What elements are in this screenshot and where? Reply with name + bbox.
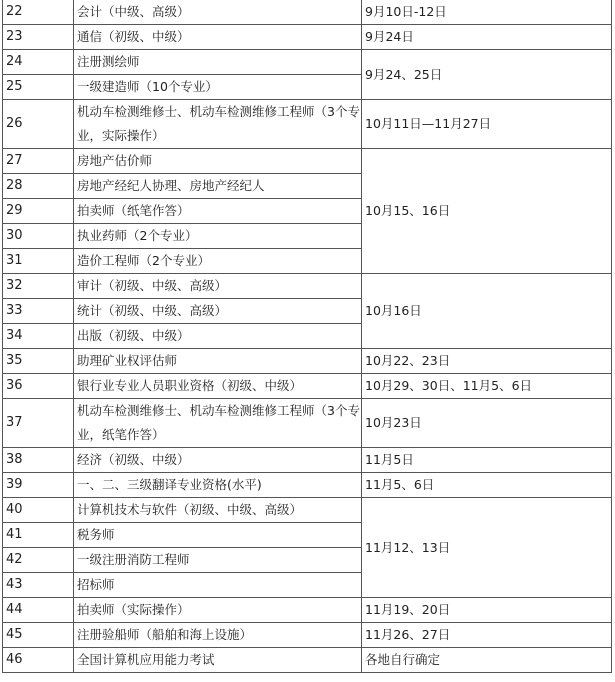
table-row [3, 448, 612, 473]
exam-date: 11月5、6日 [362, 473, 612, 498]
row-number: 29 [3, 199, 74, 224]
exam-date: 10月22、23日 [362, 349, 612, 374]
row-number: 22 [3, 0, 74, 25]
exam-date: 10月15、16日 [362, 149, 612, 274]
exam-subject: 拍卖师（实际操作） [74, 598, 362, 623]
exam-date: 10月29、30日、11月5、6日 [362, 374, 612, 399]
exam-subject: 房地产经纪人协理、房地产经纪人 [74, 174, 362, 199]
exam-date: 10月23日 [362, 399, 612, 448]
table-row [3, 274, 612, 299]
exam-subject: 一级注册消防工程师 [74, 548, 362, 573]
row-number: 41 [3, 523, 74, 548]
row-number: 24 [3, 50, 74, 75]
row-number: 31 [3, 249, 74, 274]
table-row [3, 50, 612, 75]
row-number: 39 [3, 473, 74, 498]
row-number: 46 [3, 648, 74, 673]
table-row [3, 598, 612, 623]
table-row [3, 623, 612, 648]
row-number: 34 [3, 324, 74, 349]
exam-date: 11月12、13日 [362, 498, 612, 598]
row-number: 42 [3, 548, 74, 573]
row-number: 40 [3, 498, 74, 523]
row-number: 44 [3, 598, 74, 623]
row-number: 33 [3, 299, 74, 324]
exam-subject: 房地产估价师 [74, 149, 362, 174]
exam-date: 10月11日—11月27日 [362, 100, 612, 149]
exam-date: 11月19、20日 [362, 598, 612, 623]
exam-subject: 招标师 [74, 573, 362, 598]
exam-subject: 税务师 [74, 523, 362, 548]
row-number: 30 [3, 224, 74, 249]
exam-subject: 审计（初级、中级、高级） [74, 274, 362, 299]
row-number: 35 [3, 349, 74, 374]
exam-date: 11月5日 [362, 448, 612, 473]
table-row [3, 374, 612, 399]
exam-subject: 注册测绘师 [74, 50, 362, 75]
row-number: 38 [3, 448, 74, 473]
exam-date: 11月26、27日 [362, 623, 612, 648]
table-row [3, 399, 612, 448]
exam-subject: 机动车检测维修士、机动车检测维修工程师（3个专业，纸笔作答） [74, 399, 362, 448]
exam-subject: 一、二、三级翻译专业资格(水平) [74, 473, 362, 498]
table-row [3, 349, 612, 374]
exam-date: 10月16日 [362, 274, 612, 349]
exam-subject: 经济（初级、中级） [74, 448, 362, 473]
row-number: 45 [3, 623, 74, 648]
exam-subject: 一级建造师（10个专业） [74, 75, 362, 100]
exam-subject: 通信（初级、中级） [74, 25, 362, 50]
table-row [3, 498, 612, 523]
row-number: 27 [3, 149, 74, 174]
row-number: 23 [3, 25, 74, 50]
table-row [3, 0, 612, 25]
exam-subject: 拍卖师（纸笔作答） [74, 199, 362, 224]
exam-date: 9月24日 [362, 25, 612, 50]
exam-subject: 会计（中级、高级） [74, 0, 362, 25]
exam-subject: 助理矿业权评估师 [74, 349, 362, 374]
row-number: 43 [3, 573, 74, 598]
exam-date: 9月24、25日 [362, 50, 612, 100]
exam-subject: 统计（初级、中级、高级） [74, 299, 362, 324]
table-row [3, 100, 612, 149]
exam-subject: 全国计算机应用能力考试 [74, 648, 362, 673]
exam-subject: 机动车检测维修士、机动车检测维修工程师（3个专业，实际操作） [74, 100, 362, 149]
exam-subject: 计算机技术与软件（初级、中级、高级） [74, 498, 362, 523]
exam-subject: 执业药师（2个专业） [74, 224, 362, 249]
table-row [3, 25, 612, 50]
exam-subject: 出版（初级、中级） [74, 324, 362, 349]
row-number: 32 [3, 274, 74, 299]
exam-subject: 银行业专业人员职业资格（初级、中级） [74, 374, 362, 399]
row-number: 37 [3, 399, 74, 448]
row-number: 25 [3, 75, 74, 100]
table-row [3, 149, 612, 174]
table-row [3, 473, 612, 498]
table-row [3, 648, 612, 673]
exam-schedule-table [2, 0, 612, 673]
exam-subject: 注册验船师（船舶和海上设施） [74, 623, 362, 648]
exam-date: 9月10日-12日 [362, 0, 612, 25]
row-number: 36 [3, 374, 74, 399]
row-number: 28 [3, 174, 74, 199]
exam-date: 各地自行确定 [362, 648, 612, 673]
row-number: 26 [3, 100, 74, 149]
exam-subject: 造价工程师（2个专业） [74, 249, 362, 274]
